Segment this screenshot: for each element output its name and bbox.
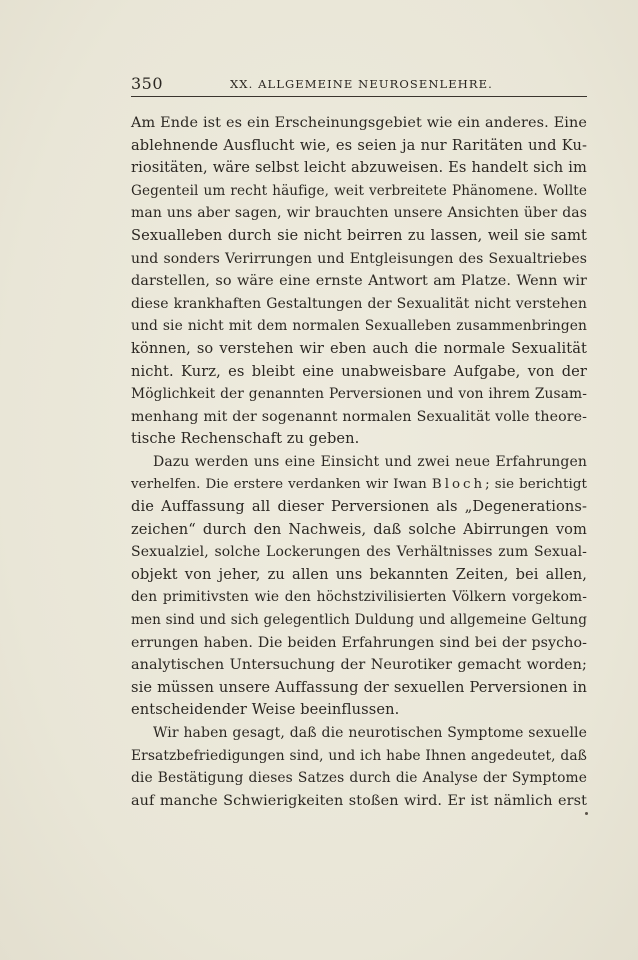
text-line: Am Ende ist es ein Erscheinungsgebiet wie ein anderes. Eine [131,115,587,131]
text-line: objekt von jeher, zu allen uns bekannten Zeiten, bei allen, [131,565,587,583]
spaced-name: Bloch [431,476,486,492]
text-line: nicht. Kurz, es bleibt eine unabweisbare Aufgabe, von der [131,362,587,380]
header-rule [131,96,587,97]
running-head: XX. ALLGEMEINE NEUROSENLEHRE. [230,77,493,91]
text-line: ablehnende Ausflucht wie, es seien ja nur Raritäten und Ku- [131,136,587,154]
text-line: errungen haben. Die beiden Erfahrungen sind bei der psycho- [131,634,587,651]
text-line: die Bestätigung dieses Satzes durch die Analyse der Symptome [131,770,587,787]
text-line: die Auffassung all dieser Perversionen als „Degenerations- [131,498,587,516]
page-number: 350 [131,74,164,93]
text-line: entscheidender Weise beeinflussen. [131,701,400,719]
paragraph-2 [131,451,587,722]
text-line: man uns aber sagen, wir brauchten unsere Ansichten über das [131,205,587,222]
text-line: zeichen“ durch den Nachweis, daß solche Abirrungen vom [131,520,587,538]
text-line: analytischen Untersuchung der Neurotiker gemacht worden; [131,657,587,674]
text-line: Ersatzbefriedigungen sind, und ich habe Ihnen angedeutet, daß [131,747,587,764]
text-line: und sie nicht mit dem normalen Sexualleben zusammenbringen [131,318,587,335]
text-line: diese krankhaften Gestaltungen der Sexualität nicht verstehen [131,295,587,312]
text-line: Sexualleben durch sie nicht beirren zu lassen, weil sie samt [131,226,587,244]
text-line: verhelfen. Die erstere verdanken wir Iwan Bloch; sie berichtigt [131,476,588,492]
text-line: können, so verstehen wir eben auch die normale Sexualität [131,339,587,357]
paragraph-1 [131,112,587,451]
text-line: sie müssen unsere Auffassung der sexuellen Perversionen in [131,678,587,696]
body-text [131,112,587,812]
text-line: darstellen, so wäre eine ernste Antwort am Platze. Wenn wir [131,273,587,290]
page-header [131,72,587,94]
text-line: tische Rechenschaft zu geben. [131,430,360,448]
text-line: Sexualziel, solche Lockerungen des Verhältnisses zum Sexual- [131,544,587,561]
text-line: Wir haben gesagt, daß die neurotischen Symptome sexuelle [153,725,587,742]
text-line: und sonders Verirrungen und Entgleisungen des Sexualtriebes [131,250,587,267]
text-line: Dazu werden uns eine Einsicht und zwei neue Erfahrungen [153,453,587,470]
text-line: Gegenteil um recht häufige, weit verbreitete Phänomene. Wollte [131,182,587,199]
text-line: auf manche Schwierigkeiten stoßen wird. Er ist nämlich erst [131,792,587,809]
paper-speck [585,812,588,815]
text-line: Möglichkeit der genannten Perversionen und von ihrem Zusam- [131,386,587,403]
paragraph-3 [131,722,587,812]
text-line: men sind und sich gelegentlich Duldung und allgemeine Geltung [131,612,587,629]
text-line: riositäten, wäre selbst leicht abzuweisen. Es handelt sich im [131,159,587,177]
text-line: den primitivsten wie den höchstzivilisierten Völkern vorgekom- [131,589,587,606]
text-line: menhang mit der sogenannt normalen Sexualität volle theore- [131,408,587,425]
